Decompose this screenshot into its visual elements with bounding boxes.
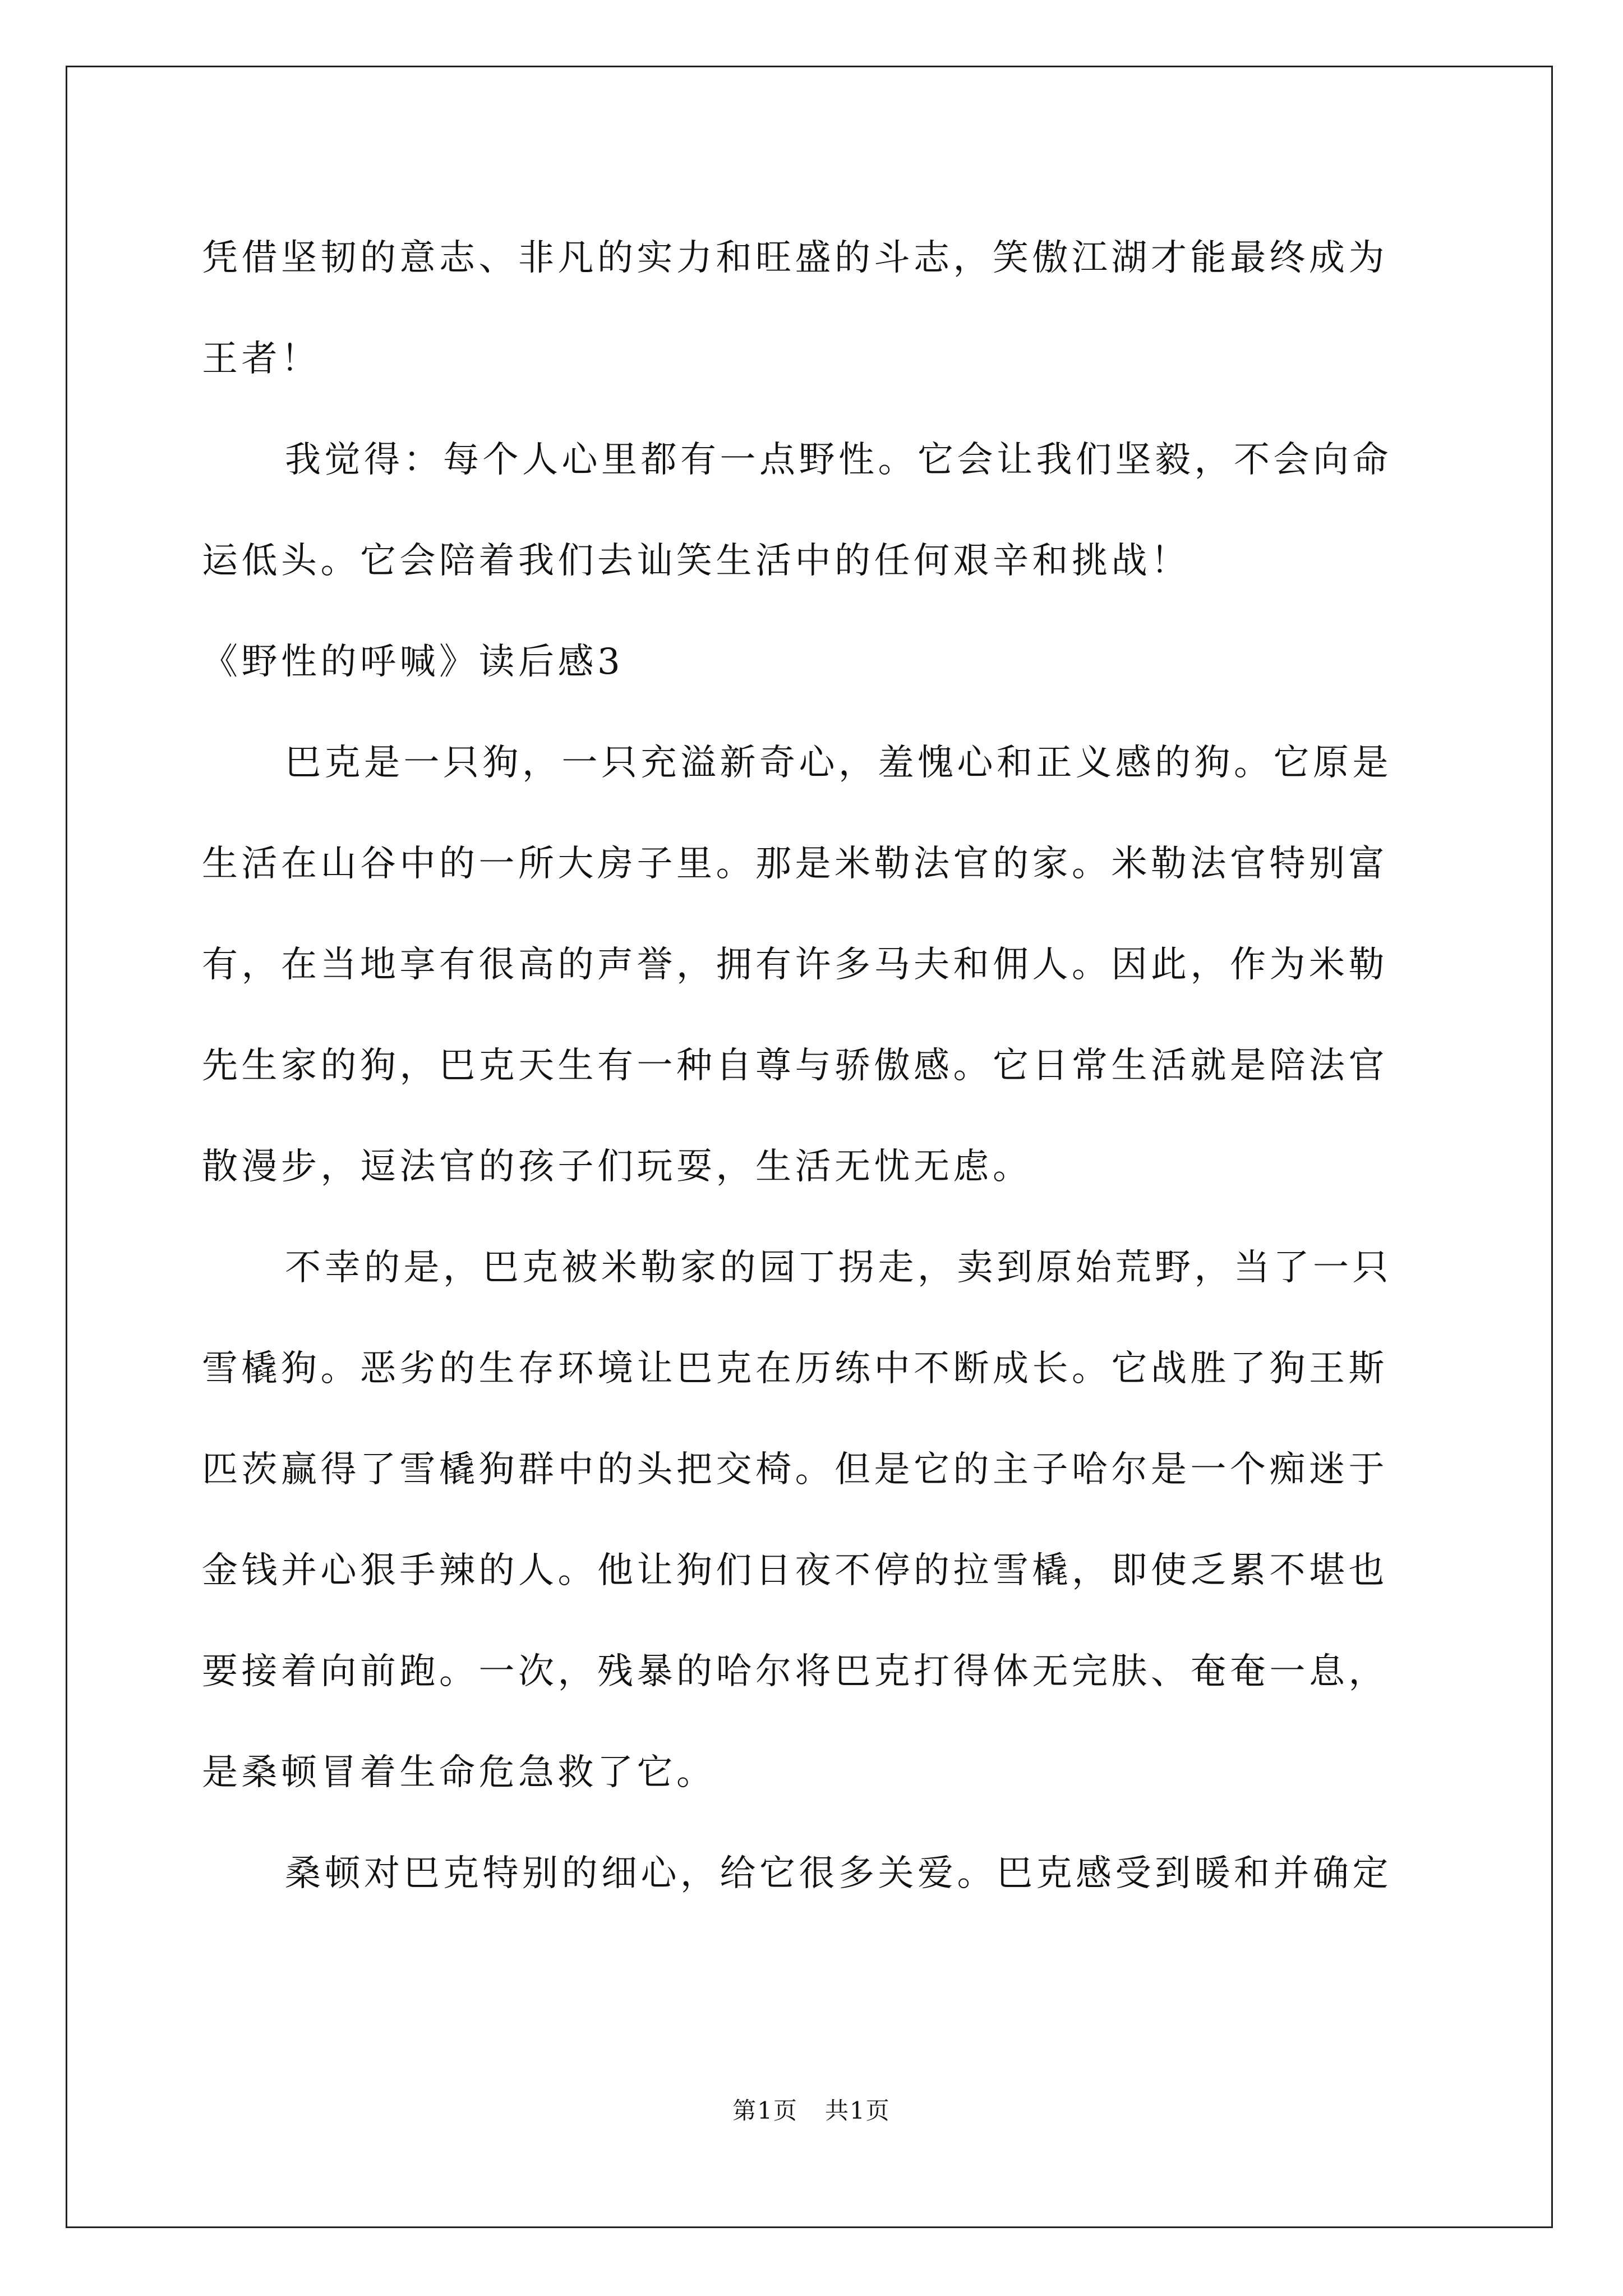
text-line: 金钱并心狠手辣的人。他让狗们日夜不停的拉雪橇，即使乏累不堪也 xyxy=(202,1550,1388,1591)
text-line: 运低头。它会陪着我们去讪笑生活中的任何艰辛和挑战！ xyxy=(202,540,1191,582)
text-line: 凭借坚韧的意志、非凡的实力和旺盛的斗志，笑傲江湖才能最终成为 xyxy=(202,237,1388,279)
section-heading: 《野性的呼喊》读后感3 xyxy=(202,641,624,683)
page-number: 第1页 xyxy=(732,2097,798,2124)
paragraph-start-line: 桑顿对巴克特别的细心，给它很多关爱。巴克感受到暖和并确定 xyxy=(285,1853,1392,1894)
paragraph-start-line: 巴克是一只狗，一只充溢新奇心，羞愧心和正义感的狗。它原是 xyxy=(285,742,1392,784)
text-line: 先生家的狗，巴克天生有一种自尊与骄傲感。它日常生活就是陪法官 xyxy=(202,1045,1388,1087)
text-line: 王者！ xyxy=(202,338,321,380)
paragraph-start-line: 不幸的是，巴克被米勒家的园丁拐走，卖到原始荒野，当了一只 xyxy=(285,1247,1392,1289)
page-footer xyxy=(0,2095,1623,2127)
page-total: 共1页 xyxy=(825,2097,891,2124)
paragraph-start-line: 我觉得：每个人心里都有一点野性。它会让我们坚毅，不会向命 xyxy=(285,439,1392,481)
text-line: 有，在当地享有很高的声誉，拥有许多马夫和佣人。因此，作为米勒 xyxy=(202,944,1388,986)
text-line: 散漫步，逗法官的孩子们玩耍，生活无忧无虑。 xyxy=(202,1146,1032,1188)
text-line: 雪橇狗。恶劣的生存环境让巴克在历练中不断成长。它战胜了狗王斯 xyxy=(202,1348,1388,1389)
text-line: 是桑顿冒着生命危急救了它。 xyxy=(202,1752,716,1793)
text-line: 生活在山谷中的一所大房子里。那是米勒法官的家。米勒法官特别富 xyxy=(202,843,1388,885)
text-line: 匹茨赢得了雪橇狗群中的头把交椅。但是它的主子哈尔是一个痴迷于 xyxy=(202,1449,1388,1490)
document-body xyxy=(202,208,1433,1924)
text-line: 要接着向前跑。一次，残暴的哈尔将巴克打得体无完肤、奄奄一息， xyxy=(202,1651,1388,1692)
